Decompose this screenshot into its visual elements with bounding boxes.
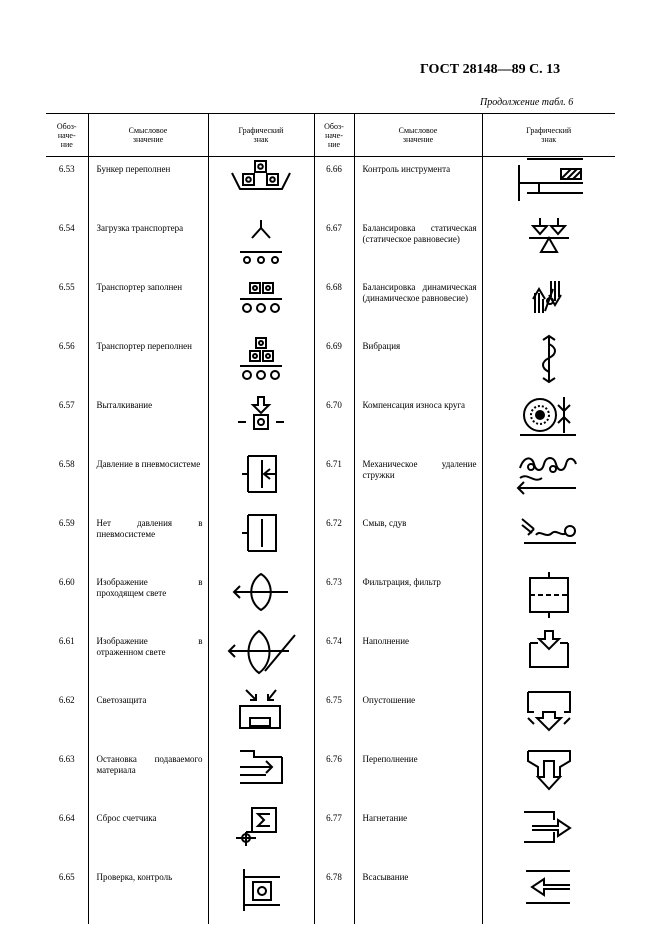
row-code: 6.75 [314, 688, 354, 747]
conveyor-full-icon [226, 275, 296, 327]
symbol-cell [482, 747, 615, 806]
wash-blow-icon [514, 511, 584, 563]
symbol-cell [482, 629, 615, 688]
row-code: 6.55 [46, 275, 88, 334]
column-header-symbol: Графический знак [482, 114, 615, 157]
light-protection-icon [226, 688, 296, 740]
row-code: 6.59 [46, 511, 88, 570]
symbol-cell [208, 688, 314, 747]
symbol-cell [482, 806, 615, 865]
vibration-icon [529, 334, 569, 386]
symbol-cell [208, 393, 314, 452]
table-row [46, 334, 615, 393]
table-row [46, 452, 615, 511]
no-pneumatic-pressure-icon [226, 511, 296, 563]
row-code: 6.74 [314, 629, 354, 688]
row-meaning: Балансировка динамическая (динамическое равновесие) [354, 275, 482, 334]
suction-icon [514, 865, 584, 923]
column-header-code: Обоз- наче- ние [314, 114, 354, 157]
table-header-row [46, 114, 615, 157]
row-code: 6.63 [46, 747, 88, 806]
row-meaning: Фильтрация, фильтр [354, 570, 482, 629]
row-code: 6.73 [314, 570, 354, 629]
row-code: 6.66 [314, 157, 354, 217]
symbol-cell [482, 334, 615, 393]
row-meaning: Нет давления в пневмосистеме [88, 511, 208, 570]
column-header-meaning: Смысловое значение [88, 114, 208, 157]
filter-icon [514, 570, 584, 622]
row-code: 6.58 [46, 452, 88, 511]
column-header-meaning: Смысловое значение [354, 114, 482, 157]
row-meaning: Сброс счетчика [88, 806, 208, 865]
row-code: 6.65 [46, 865, 88, 924]
tool-control-icon [509, 157, 589, 209]
symbol-cell [482, 393, 615, 452]
conveyor-overfull-icon [226, 334, 296, 386]
symbol-cell [482, 452, 615, 511]
row-meaning: Изображение в проходящем свете [88, 570, 208, 629]
row-meaning: Транспортер заполнен [88, 275, 208, 334]
row-meaning: Бункер переполнен [88, 157, 208, 217]
row-code: 6.70 [314, 393, 354, 452]
row-code: 6.57 [46, 393, 88, 452]
symbol-cell [208, 216, 314, 275]
row-code: 6.78 [314, 865, 354, 924]
row-code: 6.69 [314, 334, 354, 393]
row-meaning: Переполнение [354, 747, 482, 806]
row-meaning: Изображение в отраженном свете [88, 629, 208, 688]
counter-reset-icon [226, 806, 296, 858]
check-control-icon [226, 865, 296, 923]
discharge-icon [514, 806, 584, 858]
row-code: 6.62 [46, 688, 88, 747]
emptying-icon [514, 688, 584, 740]
row-meaning: Нагнетание [354, 806, 482, 865]
material-feed-stop-icon [226, 747, 296, 799]
row-meaning: Загрузка транспортера [88, 216, 208, 275]
bunker-overfull-icon [226, 157, 296, 209]
row-code: 6.60 [46, 570, 88, 629]
row-code: 6.53 [46, 157, 88, 217]
row-code: 6.56 [46, 334, 88, 393]
row-meaning: Транспортер переполнен [88, 334, 208, 393]
symbol-cell [208, 629, 314, 688]
table-row [46, 216, 615, 275]
row-code: 6.68 [314, 275, 354, 334]
symbol-cell [482, 865, 615, 924]
row-code: 6.77 [314, 806, 354, 865]
conveyor-loading-icon [226, 216, 296, 268]
static-balancing-icon [519, 216, 579, 268]
table-row [46, 511, 615, 570]
symbol-cell [482, 688, 615, 747]
row-meaning: Контроль инструмента [354, 157, 482, 217]
row-code: 6.71 [314, 452, 354, 511]
wheel-wear-compensation-icon [514, 393, 584, 445]
row-meaning: Балансировка статическая (статическое равновесие) [354, 216, 482, 275]
pneumatic-pressure-icon [226, 452, 296, 504]
row-code: 6.67 [314, 216, 354, 275]
symbol-cell [482, 157, 615, 217]
row-meaning: Выталкивание [88, 393, 208, 452]
symbol-cell [208, 275, 314, 334]
symbol-cell [208, 157, 314, 217]
table-row [46, 570, 615, 629]
row-code: 6.72 [314, 511, 354, 570]
row-meaning: Светозащита [88, 688, 208, 747]
push-out-icon [226, 393, 296, 445]
row-meaning: Опустошение [354, 688, 482, 747]
row-meaning: Механическое удаление стружки [354, 452, 482, 511]
row-meaning: Компенсация износа круга [354, 393, 482, 452]
row-code: 6.76 [314, 747, 354, 806]
filling-icon [514, 629, 584, 681]
document-header: ГОСТ 28148—89 С. 13 [420, 62, 561, 77]
table-continuation-label: Продолжение табл. 6 [480, 97, 574, 108]
table-row [46, 865, 615, 924]
symbol-cell [208, 865, 314, 924]
symbol-cell [482, 570, 615, 629]
table-row [46, 393, 615, 452]
symbol-cell [208, 511, 314, 570]
symbol-cell [482, 511, 615, 570]
symbol-cell [208, 806, 314, 865]
dynamic-balancing-icon [519, 275, 579, 327]
symbol-cell [208, 452, 314, 511]
overflow-icon [514, 747, 584, 799]
table-row [46, 629, 615, 688]
row-meaning: Остановка подаваемого материала [88, 747, 208, 806]
row-meaning: Давление в пневмосистеме [88, 452, 208, 511]
row-code: 6.64 [46, 806, 88, 865]
symbol-cell [482, 216, 615, 275]
column-header-code: Обоз- наче- ние [46, 114, 88, 157]
row-code: 6.54 [46, 216, 88, 275]
row-meaning: Всасывание [354, 865, 482, 924]
symbol-cell [482, 275, 615, 334]
row-code: 6.61 [46, 629, 88, 688]
table-row [46, 688, 615, 747]
row-meaning: Смыв, сдув [354, 511, 482, 570]
column-header-symbol: Графический знак [208, 114, 314, 157]
symbol-cell [208, 570, 314, 629]
symbol-cell [208, 747, 314, 806]
table-row [46, 806, 615, 865]
row-meaning: Проверка, контроль [88, 865, 208, 924]
row-meaning: Вибрация [354, 334, 482, 393]
table-row [46, 275, 615, 334]
symbols-table [46, 113, 615, 924]
chip-removal-icon [514, 452, 584, 504]
table-row [46, 747, 615, 806]
table-row [46, 157, 615, 217]
row-meaning: Наполнение [354, 629, 482, 688]
transmitted-light-icon [226, 570, 296, 622]
symbol-cell [208, 334, 314, 393]
reflected-light-icon [221, 629, 301, 681]
